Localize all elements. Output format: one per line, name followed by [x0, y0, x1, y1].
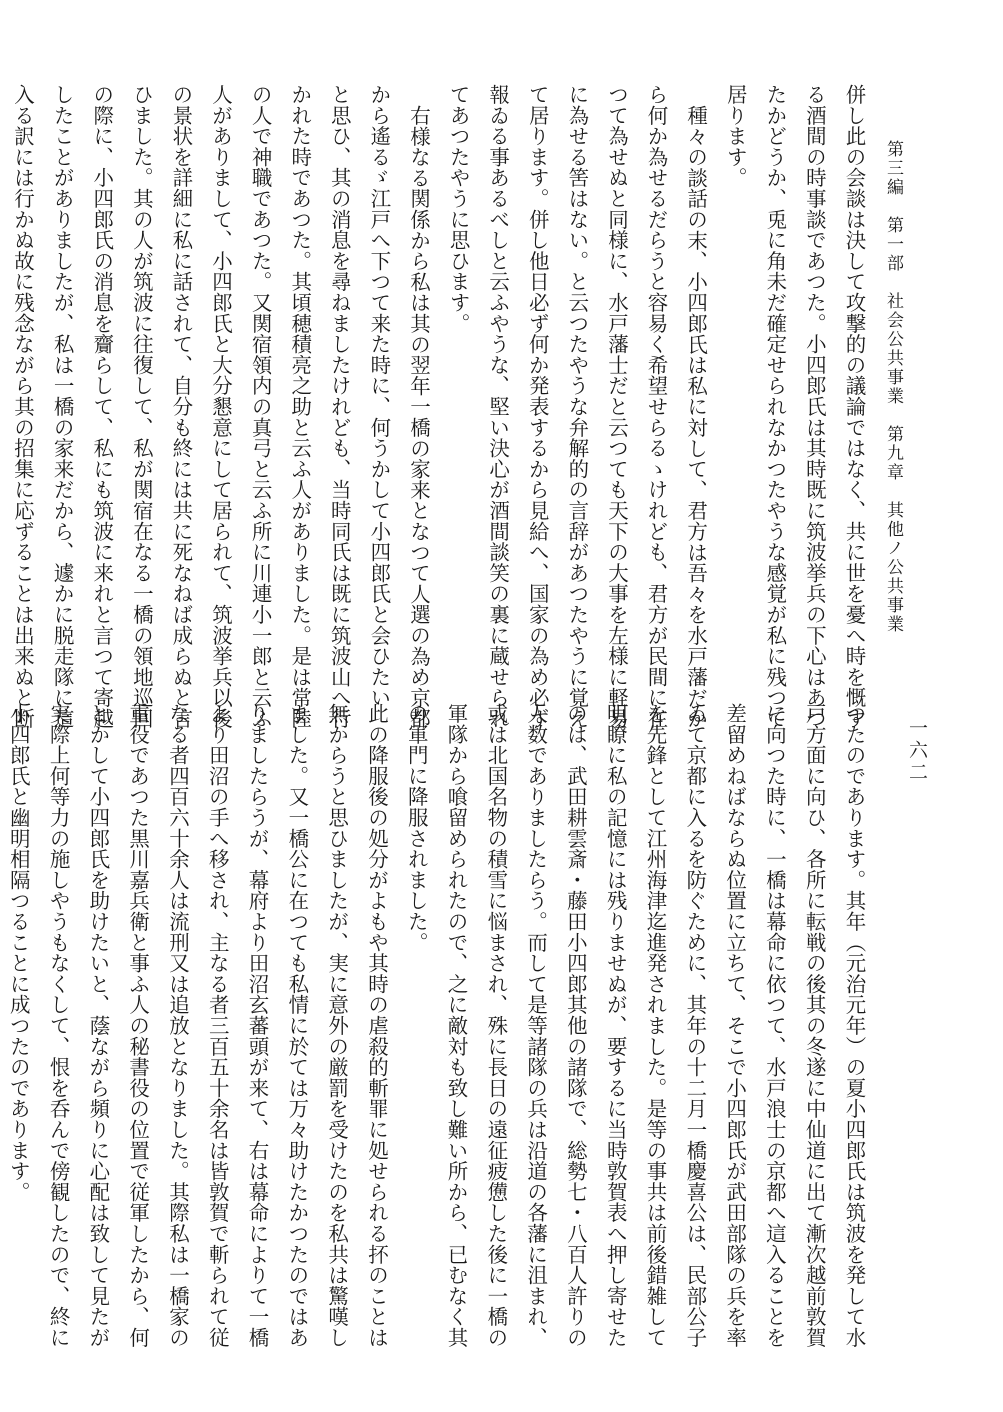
- text-line: 入る訳には行かぬ故に残念ながら其の招集に応ずることは出来ぬと断: [10, 84, 35, 729]
- text-line: 実際上何等力の施しやうもなくして、恨を呑んで傍観したので、終に: [46, 703, 71, 1348]
- text-line: 或は北国名物の積雪に悩まされ、殊に長日の遠征疲憊した後に一橋の: [483, 703, 508, 1348]
- upper-text-block: [2, 84, 873, 729]
- text-line: 種々の談話の末、小四郎氏は私に対して、君方は吾々を水戸藩だか: [683, 104, 708, 729]
- running-header: 第三編 第一部 社会公共事業 第九章 其他ノ公共事業: [883, 140, 903, 634]
- text-line: の軍門に降服されました。: [404, 703, 429, 953]
- text-line: たかどうか、兎に角未だ確定せられなかつたやうな感覚が私に残つて: [762, 84, 787, 729]
- text-line: と思ひ、其の消息を尋ねましたけれども、当時同氏は既に筑波山へ行: [327, 84, 352, 729]
- text-line: つて為せぬと同様に、水戸藩士だと云つても天下の大事を左様に軽易: [604, 84, 629, 729]
- text-line: 小四郎氏と幽明相隔つることに成つたのであります。: [6, 703, 31, 1203]
- text-line: とかして小四郎氏を助けたいと、蔭ながら頻りに心配は致して見たが: [85, 703, 110, 1348]
- text-line: ました。又一橋公に在つても私情に於ては万々助けたかつたのではあ: [284, 703, 309, 1348]
- text-line: の際に、小四郎氏の消息を齎らして、私にも筑波に来れと言つて寄越: [89, 84, 114, 729]
- text-line: 無からうと思ひましたが、実に意外の厳罰を受けたのを私共は驚嘆し: [324, 703, 349, 1348]
- text-line: したことがありましたが、私は一橋の家来だから、遽かに脱走隊に這: [50, 84, 75, 729]
- text-line: りましたらうが、幕府より田沼玄蕃頭が来て、右は幕命によりて一橋: [245, 703, 270, 1348]
- text-line: の人で神職であつた。又関宿領内の真弓と云ふ所に川連小一郎と云ふ: [248, 84, 273, 729]
- text-line: の景状を詳細に私に話されて、自分も終には共に死なねば成らぬと言: [168, 84, 193, 729]
- text-line: る酒間の時事談であつた。小四郎氏は其時既に筑波挙兵の下心はあつ: [802, 84, 827, 729]
- text-line: 軍隊から喰留められたので、之に敵対も致し難い所から、已むなく其: [444, 703, 469, 1348]
- text-line: 此の降服後の処分がよもや其時の虐殺的斬罪に処せられる抔のことは: [364, 703, 389, 1348]
- text-line: に向つた時に、一橋は幕命に依つて、水戸浪士の京都へ這入ることを: [762, 703, 787, 1348]
- text-line: 人数でありましたらう。而して是等諸隊の兵は沿道の各藩に沮まれ、: [523, 703, 548, 1348]
- text-line: 戸方面に向ひ、各所に転戦の後其の冬遂に中仙道に出て漸次越前敦賀: [802, 703, 827, 1348]
- text-line: ひました。其の人が筑波に往復して、私が関宿在なる一橋の領地巡回: [129, 84, 154, 729]
- text-line: 併し此の会談は決して攻撃的の議論ではなく、共に世を憂へ時を慨す: [842, 84, 866, 729]
- text-line: 差留めねばならぬ位置に立ちて、そこで小四郎氏が武田部隊の兵を率: [722, 703, 747, 1348]
- text-line: 明瞭に私の記憶には残りませぬが、要するに当時敦賀表へ押し寄せた: [603, 703, 628, 1348]
- text-line: ゐて京都に入るを防ぐために、其年の十二月一橋慶喜公は、民部公子: [682, 703, 707, 1348]
- text-line: のは、武田耕雲斎・藤田小四郎其他の諸隊で、総勢七・八百人許りの: [563, 703, 588, 1348]
- text-line: て居ります。併し他日必ず何か発表するから見給へ、国家の為め必ず: [525, 84, 550, 729]
- page-number: 一六二: [906, 718, 928, 784]
- text-line: 右様なる関係から私は其の翌年一橋の家来となつて人選の為め京都: [406, 104, 431, 729]
- text-line: 報ゐる事あるべしと云ふやうな、堅い決心が酒間談笑の裏に蔵せられ: [485, 84, 510, 729]
- text-line: より田沼の手へ移され、主なる者三百五十余名は皆敦賀で斬られて従: [205, 703, 230, 1348]
- text-line: つたのであります。其年（元治元年）の夏小四郎氏は筑波を発して水: [842, 703, 866, 1348]
- text-line: から遙るゞ江戸へ下つて来た時に、何うかして小四郎氏と会ひたい: [366, 84, 391, 708]
- lower-text-block: [0, 703, 873, 1348]
- text-line: てあつたやうに思ひます。: [446, 84, 471, 334]
- text-line: 人がありまして、小四郎氏と大分懇意にして居られて、筑波挙兵以後: [208, 84, 233, 729]
- text-line: かれた時であつた。其頃穂積亮之助と云ふ人がありました。是は常陸: [287, 84, 312, 729]
- text-line: ら何か為せるだらうと容易く希望せらるゝけれども、君方が民間に在: [644, 84, 669, 729]
- text-line: に為せる筈はない。と云つたやうな弁解的の言辞があつたやうに覚え: [564, 84, 589, 729]
- text-line: を先鋒として江州海津迄進発されました。是等の事共は前後錯雑して: [643, 703, 668, 1348]
- text-line: 居ります。: [723, 84, 748, 188]
- text-line: なる者四百六十余人は流刑又は追放となりました。其際私は一橋家の: [165, 703, 190, 1348]
- text-line: 重役であつた黒川嘉兵衛と事ふ人の秘書役の位置で従軍したから、何: [125, 703, 150, 1348]
